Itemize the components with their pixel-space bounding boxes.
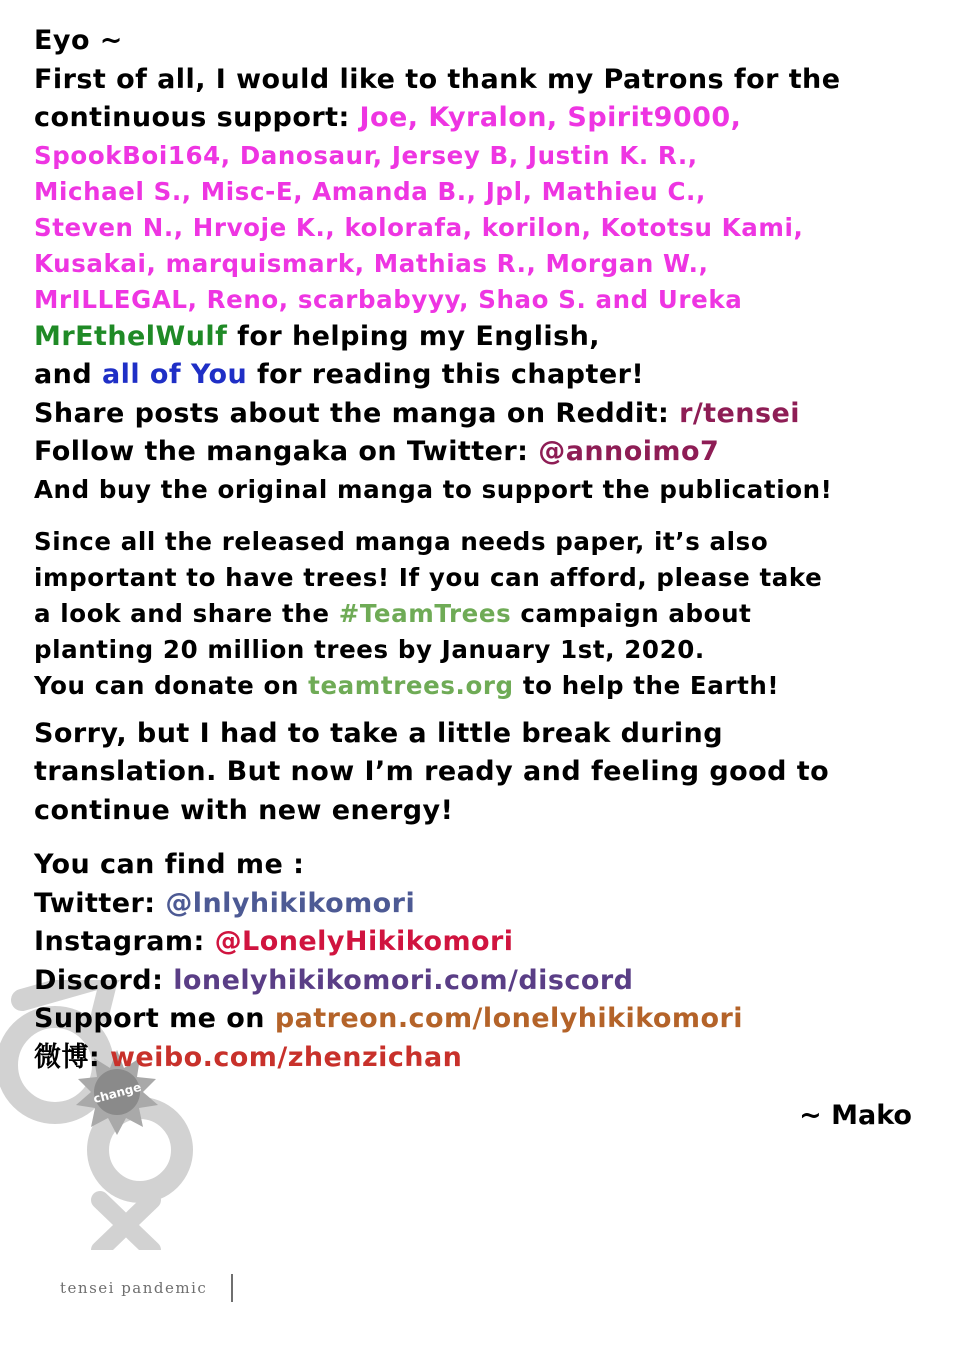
support-prefix: continuous support:	[34, 102, 360, 133]
contact-instagram: Instagram: @LonelyHikikomori	[34, 926, 514, 957]
series-name: tensei pandemic	[60, 1279, 208, 1297]
footer-divider	[231, 1274, 233, 1302]
helper-name: MrEthelWulf	[34, 320, 228, 352]
contact-patreon: Support me on patreon.com/lonelyhikikomori	[34, 1003, 743, 1034]
helper-line: MrEthelWulf for helping my English,	[34, 320, 600, 352]
twitter-handle-link[interactable]: @lnlyhikikomori	[165, 887, 416, 919]
trees-line-2: important to have trees! If you can afford, please take	[34, 562, 823, 592]
patrons-line-6: MrILLEGAL, Reno, scarbabyyy, Shao S. and Ureka	[34, 284, 743, 314]
contact-discord: Discord: lonelyhikikomori.com/discord	[34, 964, 634, 996]
discord-link[interactable]: lonelyhikikomori.com/discord	[173, 964, 634, 996]
signature: ~ Mako	[799, 1100, 912, 1131]
reddit-link[interactable]: r/tensei	[679, 397, 800, 429]
apology-line-2: translation. But now I’m ready and feeling good to	[34, 756, 830, 787]
patrons-line-1	[34, 99, 939, 138]
thanks-line: First of all, I would like to thank my Patrons for the	[34, 63, 841, 95]
weibo-link[interactable]: weibo.com/zhenzichan	[110, 1041, 463, 1073]
trees-line-1: Since all the released manga needs paper, it’s also	[34, 526, 769, 556]
instagram-handle-link[interactable]: @LonelyHikikomori	[214, 926, 514, 957]
mangaka-twitter-link[interactable]: @annoimo7	[538, 436, 720, 467]
teamtrees-hashtag[interactable]: #TeamTrees	[338, 598, 512, 628]
trees-line-5: You can donate on teamtrees.org to help the Earth!	[34, 670, 780, 700]
trees-line-4: planting 20 million trees by January 1st, 2020.	[34, 634, 705, 664]
apology-line-3: continue with new energy!	[34, 794, 454, 826]
mangaka-twitter-line: Follow the mangaka on Twitter: @annoimo7	[34, 436, 720, 467]
teamtrees-link[interactable]: teamtrees.org	[308, 670, 514, 700]
readers-line: and all of You for reading this chapter!	[34, 359, 645, 390]
patrons-line-4: Steven N., Hrvoje K., kolorafa, korilon, Kototsu Kami,	[34, 212, 804, 242]
patreon-link[interactable]: patreon.com/lonelyhikikomori	[274, 1003, 743, 1034]
patrons-line-2: SpookBoi164, Danosaur, Jersey B, Justin K. R.,	[34, 140, 698, 170]
afterword-note	[34, 22, 939, 1077]
contact-weibo: 微博: weibo.com/zhenzichan	[34, 1041, 463, 1073]
buy-line: And buy the original manga to support the publication!	[34, 474, 833, 504]
patrons-line-3: Michael S., Misc-E, Amanda B., Jpl, Mathieu C.,	[34, 176, 706, 206]
reddit-line: Share posts about the manga on Reddit: r/tensei	[34, 397, 800, 429]
patron-names: Joe, Kyralon, Spirit9000,	[359, 102, 742, 133]
change-badge-text: change	[91, 1079, 143, 1107]
greeting: Eyo ~	[34, 25, 123, 56]
all-of-you: all of You	[101, 359, 248, 390]
contact-heading: You can find me :	[34, 849, 305, 880]
patrons-line-5: Kusakai, marquismark, Mathias R., Morgan W.,	[34, 248, 709, 278]
trees-line-3: a look and share the #TeamTrees campaign about	[34, 598, 752, 628]
footer	[60, 1272, 233, 1304]
apology-line-1: Sorry, but I had to take a little break during	[34, 717, 723, 749]
contact-twitter: Twitter: @lnlyhikikomori	[34, 887, 416, 919]
